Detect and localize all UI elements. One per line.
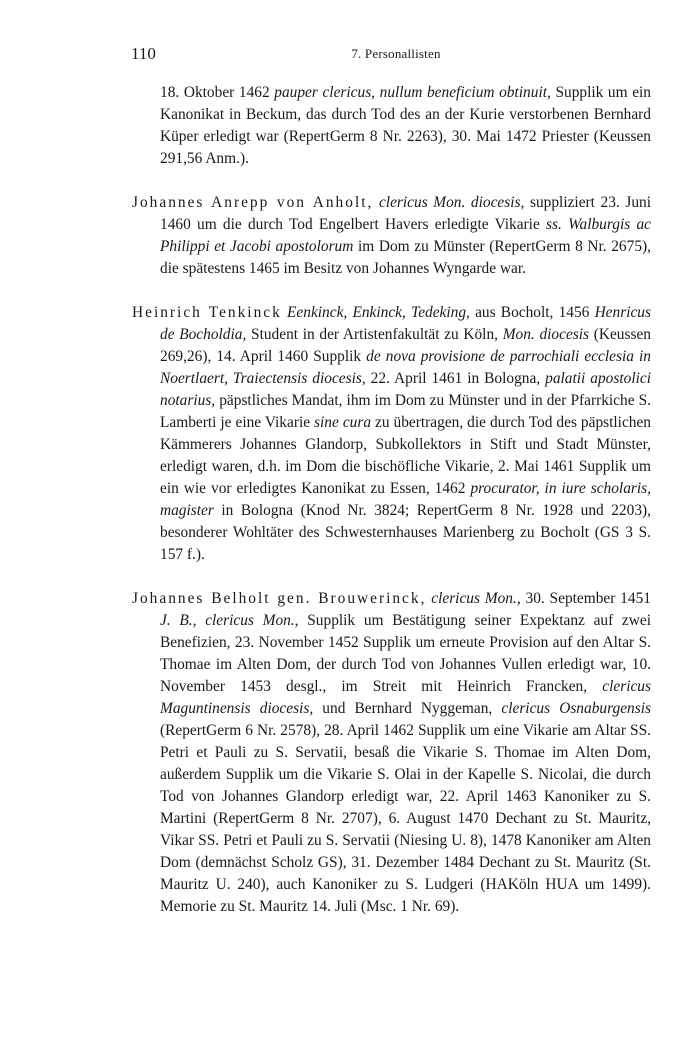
italic-text: clericus Mon. diocesis, — [378, 194, 525, 211]
entry-johannes-anrepp — [132, 192, 651, 280]
body-text: Student in der Artistenfakultät zu Köln, — [246, 326, 503, 343]
italic-text: Eenkinck, Enkinck, Tedeking, — [287, 304, 470, 321]
running-title: 7. Personallisten — [351, 46, 441, 61]
italic-text: pauper clericus, nullum beneficium obtinuit, — [274, 84, 551, 101]
italic-text: procurator, in iure scholaris, magister — [160, 480, 651, 519]
italic-text: sine cura — [314, 414, 372, 431]
italic-text: Mon. diocesis — [502, 326, 590, 343]
italic-text: clericus Maguntinensis diocesis, — [160, 678, 651, 717]
body-text: 22. April 1461 in Bologna, — [365, 370, 546, 387]
body-text: in Bologna (Knod Nr. 3824; RepertGerm 8 Nr. 1928 und 2203), besonderer Wohltäter des Schwesternhauses Marienberg zu Bocholt (GS 3 S. 157 f.). — [160, 502, 651, 563]
italic-text: clericus Mon., — [431, 590, 521, 607]
italic-text: Henricus de Bocholdia, — [160, 304, 651, 343]
body-text: (Keussen 269,26), 14. April 1460 Supplik — [160, 326, 652, 365]
page-number: 110 — [131, 44, 156, 63]
italic-text: palatii apostolici notarius, — [160, 370, 651, 409]
italic-text: clericus Osnaburgensis — [501, 700, 651, 717]
body-text: 18. Oktober 1462 — [160, 84, 275, 101]
entry-heinrich-tenkinck — [132, 302, 651, 566]
person-name: Heinrich Tenkinck — [132, 304, 282, 321]
body-text: 30. September 1451 — [520, 590, 651, 607]
italic-text: ss. Walburgis ac Philippi et Jacobi apostolorum — [160, 216, 651, 255]
body-text: und Bernhard Nyggeman, — [313, 700, 502, 717]
body-text: zu übertragen, die durch Tod des päpstlichen Kämmerers Johannes Glandorp, Subkollektors in Stift und Stadt Münster, erledigt waren, d.h. im Dom die bischöfliche Vikarie, 2. Mai 1461 Supplik um ein wie vor erledigtes Kanonikat zu Essen, 1462 — [160, 414, 652, 497]
body-text: suppliziert 23. Juni 1460 um die durch Tod Engelbert Havers erledigte Vikarie — [160, 194, 652, 233]
page-header — [131, 44, 661, 68]
body-text: päpstliches Mandat, ihm im Dom zu Münster und in der Pfarrkiche S. Lamberti je eine Vikarie — [160, 392, 651, 431]
body-text: aus Bocholt, 1456 — [469, 304, 595, 321]
person-name: Johannes Belholt gen. Brouwerinck, — [132, 590, 427, 607]
page-body — [132, 82, 651, 940]
entry-johannes-belholt — [132, 588, 651, 918]
italic-text: de nova provisione de parrochiali ecclesia in Noertlaert, Traiectensis diocesis, — [160, 348, 651, 387]
entry-continuation — [132, 82, 651, 170]
body-text: Supplik um ein Kanonikat in Beckum, das durch Tod des an der Kurie verstorbenen Bernhard Küper erledigt war (RepertGerm 8 Nr. 2263), 30. Mai 1472 Priester (Keussen 291,56 Anm.). — [160, 84, 652, 167]
italic-text: J. B., clericus Mon., — [160, 612, 299, 629]
body-text: Supplik um Bestätigung seiner Expektanz auf zwei Benefizien, 23. November 1452 Supplik um erneute Provision auf den Altar S. Thomae im Alten Dom, der durch Tod von Johannes Vullen erledigt war, 10. November 1453 desgl., im Streit mit Heinrich Francken, — [160, 612, 651, 695]
body-text: (RepertGerm 6 Nr. 2578), 28. April 1462 Supplik um eine Vikarie am Altar SS. Petri et Pauli zu S. Servatii, besaß die Vikarie S. Thomae im Alten Dom, außerdem Supplik um die Vikarie S. Olai in der Kapelle S. Nicolai, die durch Tod von Johannes Glandorp erledigt war, 22. April 1463 Kanoniker zu S. Martini (RepertGerm 8 Nr. 2707), 6. August 1470 Dechant zu St. Mauritz, Vikar SS. Petri et Pauli zu S. Servatii (Niesing U. 8), 1478 Kanoniker am Alten Dom (demnächst Scholz GS), 31. Dezember 1484 Dechant zu St. Mauritz (St. Mauritz U. 240), auch Kanoniker zu S. Ludgeri (HAKöln HUA um 1499). Memorie zu St. Mauritz 14. Juli (Msc. 1 Nr. 69). — [160, 722, 651, 915]
body-text: im Dom zu Münster (RepertGerm 8 Nr. 2675), die spätestens 1465 im Besitz von Johannes Wyngarde war. — [160, 238, 651, 277]
person-name: Johannes Anrepp von Anholt, — [132, 194, 374, 211]
